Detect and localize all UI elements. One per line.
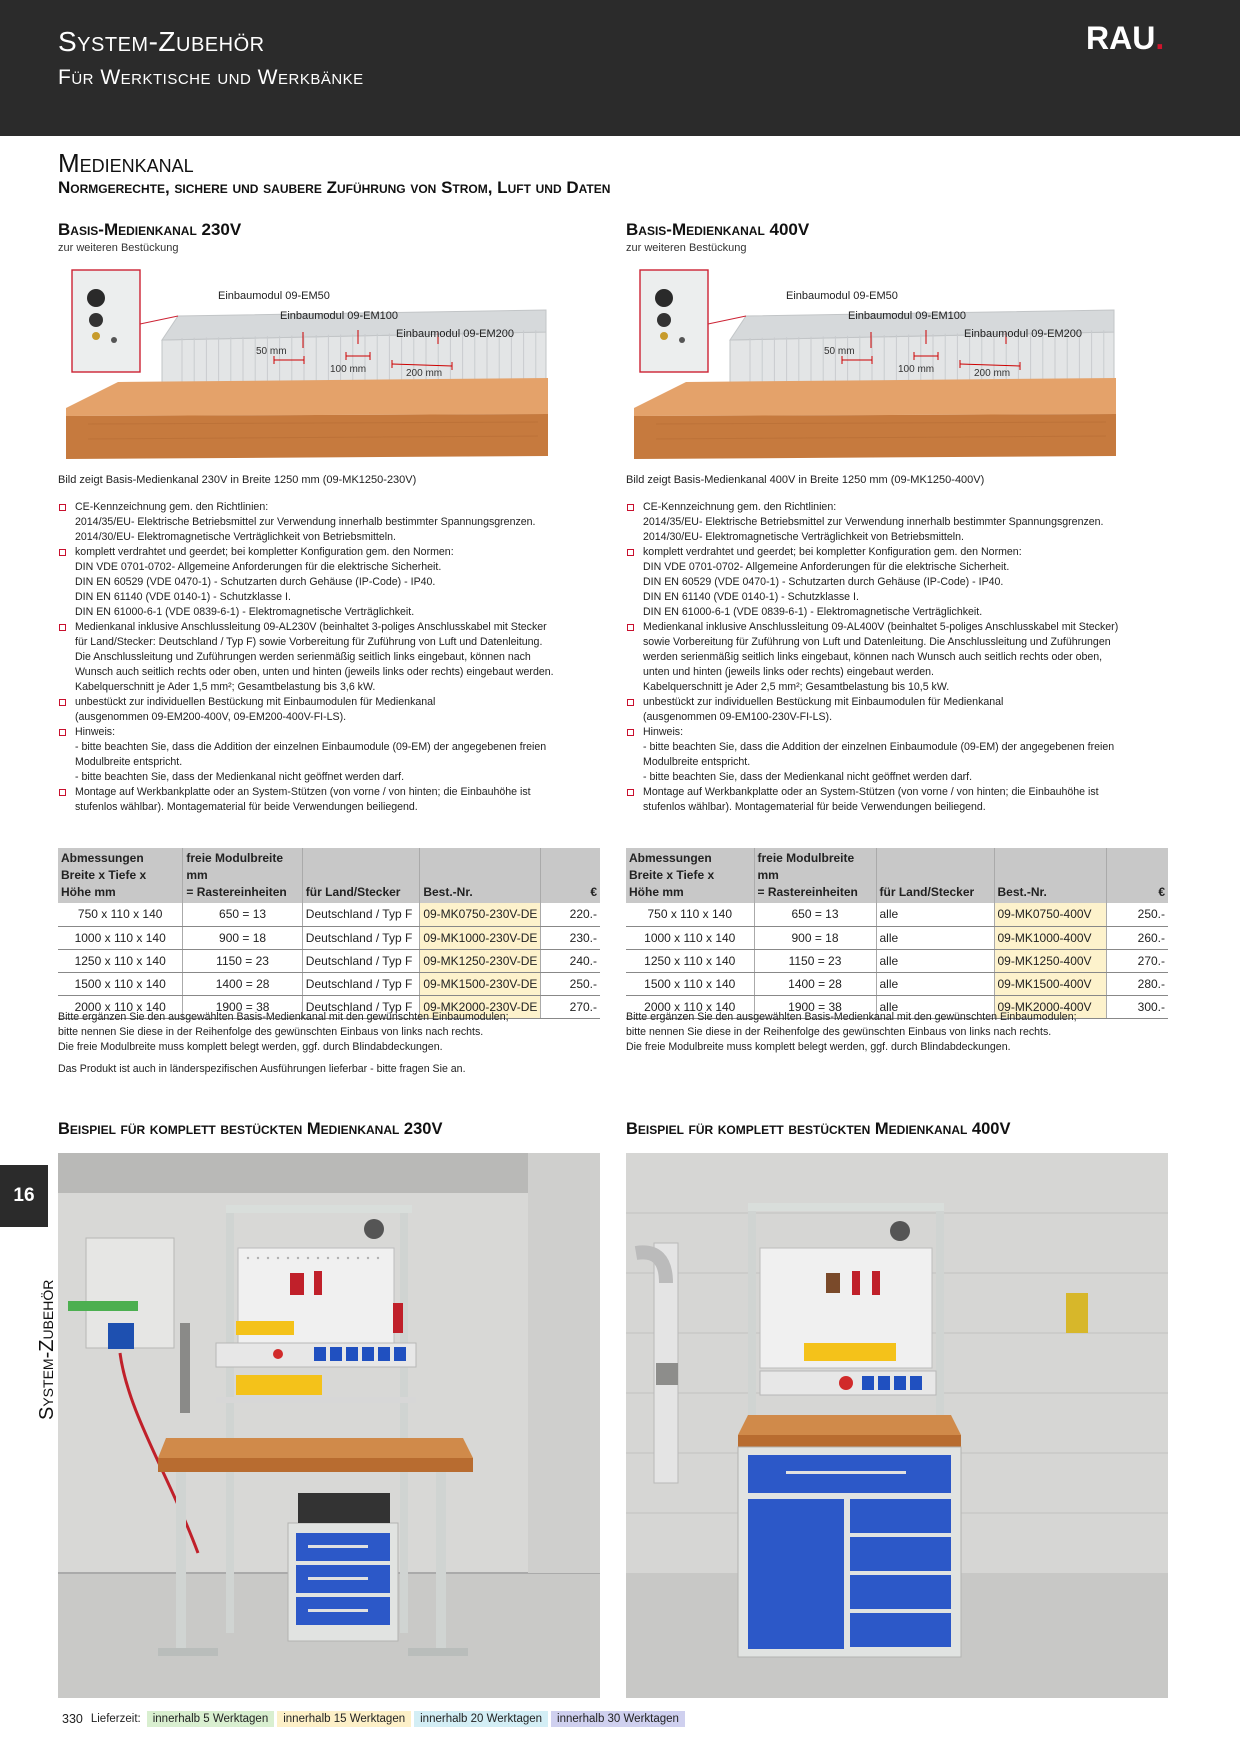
note-line: Bitte ergänzen Sie den ausgewählten Basis-Medienkanal mit den gewünschten Einbaumodulen;: [58, 1011, 509, 1023]
column-subline: zur weiteren Bestückung: [626, 242, 747, 254]
feature-item: [58, 695, 600, 725]
bullet-line: Modulbreite entspricht.: [643, 756, 751, 768]
dimensions-cell: 750 x 110 x 140: [58, 903, 183, 926]
table-row: [626, 949, 1168, 972]
bullet-square-icon: [627, 504, 634, 511]
bullet-line: Kabelquerschnitt je Ader 1,5 mm²; Gesamtbelastung bis 3,6 kW.: [75, 681, 376, 693]
bullet-line: unten und hinten (jeweils links oder rechts) eingebaut werden.: [643, 666, 934, 678]
dimension-label: 50 mm: [256, 346, 287, 357]
example-title-400v: Beispiel für komplett bestückten Medienkanal 400V: [626, 1120, 1011, 1138]
bullet-square-icon: [59, 549, 66, 556]
feature-item: [58, 620, 600, 695]
table-header-cell: für Land/Stecker: [302, 848, 420, 903]
dimension-label: 200 mm: [406, 368, 443, 379]
logo-dot: .: [1155, 20, 1165, 56]
dimensions-cell: 1250 x 110 x 140: [626, 949, 754, 972]
bullet-line: DIN EN 60529 (VDE 0470-1) - Schutzarten durch Gehäuse (IP-Code) - IP40.: [75, 576, 436, 588]
bullet-line: komplett verdrahtet und geerdet; bei kompletter Konfiguration gem. den Normen:: [643, 546, 1022, 558]
country-cell: Deutschland / Typ F: [302, 903, 420, 926]
delivery-badge-5: innerhalb 5 Werktagen: [147, 1711, 275, 1727]
feature-item: [58, 785, 600, 815]
bullet-line: DIN EN 60529 (VDE 0470-1) - Schutzarten durch Gehäuse (IP-Code) - IP40.: [643, 576, 1004, 588]
module-width-cell: 650 = 13: [754, 903, 876, 926]
dimensions-cell: 750 x 110 x 140: [626, 903, 754, 926]
country-cell: alle: [876, 995, 994, 1018]
bullet-square-icon: [627, 624, 634, 631]
price-table-400v: [626, 848, 1168, 1019]
price-cell: 240.-: [541, 949, 600, 972]
article-number-cell: 09-MK1500-400V: [994, 972, 1106, 995]
table-row: [626, 926, 1168, 949]
country-cell: alle: [876, 949, 994, 972]
delivery-badge-30: innerhalb 30 Werktagen: [551, 1711, 685, 1727]
bullet-line: DIN VDE 0701-0702- Allgemeine Anforderungen für die elektrische Sicherheit.: [75, 561, 442, 573]
column-400v: [626, 220, 1168, 815]
dimensions-cell: 1500 x 110 x 140: [58, 972, 183, 995]
bullet-line: (ausgenommen 09-EM100-230V-FI-LS).: [643, 711, 833, 723]
bullet-line: unbestückt zur individuellen Bestückung mit Einbaumodulen für Medienkanal: [75, 696, 436, 708]
country-cell: Deutschland / Typ F: [302, 926, 420, 949]
dimensions-cell: 1500 x 110 x 140: [626, 972, 754, 995]
article-number-cell: 09-MK1000-400V: [994, 926, 1106, 949]
bullet-square-icon: [627, 729, 634, 736]
country-cell: alle: [876, 972, 994, 995]
media-channel-illustration: [58, 264, 600, 464]
article-number-cell: 09-MK0750-400V: [994, 903, 1106, 926]
section-subtitle: Normgerechte, sichere und saubere Zuführung von Strom, Luft und Daten: [58, 178, 611, 197]
country-cell: alle: [876, 903, 994, 926]
bullet-line: DIN VDE 0701-0702- Allgemeine Anforderungen für die elektrische Sicherheit.: [643, 561, 1010, 573]
module-width-cell: 1400 = 28: [183, 972, 302, 995]
feature-item: [58, 545, 600, 620]
bullet-square-icon: [627, 789, 634, 796]
note-line: bitte nennen Sie diese in der Reihenfolge des gewünschten Einbaus von links nach rechts.: [58, 1026, 484, 1038]
article-number-cell: 09-MK2000-230V-DE: [420, 995, 541, 1018]
dimension-label: 100 mm: [898, 364, 935, 375]
page-number: 330: [62, 1712, 83, 1726]
workbench-400v-illustration: [626, 1153, 1168, 1698]
bullet-square-icon: [59, 729, 66, 736]
delivery-badge-15: innerhalb 15 Werktagen: [277, 1711, 411, 1727]
chapter-tab-text: System-Zubehör: [36, 1279, 58, 1420]
price-cell: 300.-: [1106, 995, 1168, 1018]
note-line: Bitte ergänzen Sie den ausgewählten Basis-Medienkanal mit den gewünschten Einbaumodulen;: [626, 1011, 1077, 1023]
article-number-cell: 09-MK1250-400V: [994, 949, 1106, 972]
module-width-cell: 650 = 13: [183, 903, 302, 926]
bullet-line: Montage auf Werkbankplatte oder an System-Stützen (von vorne / von hinten; die Einbauhöhe ist: [75, 786, 531, 798]
bullet-line: Wunsch auch seitlich rechts oder oben, unten und hinten (jeweils links oder rechts) eingebaut werden.: [75, 666, 554, 678]
bullet-line: DIN EN 61000-6-1 (VDE 0839-6-1) - Elektromagnetische Verträglichkeit.: [643, 606, 983, 618]
bullet-line: - bitte beachten Sie, dass die Addition der einzelnen Einbaumodule (09-EM) der angegebenen freien: [643, 741, 1115, 753]
table-header-cell: €: [1106, 848, 1168, 903]
logo-text: RAU: [1086, 20, 1156, 56]
bullet-line: Montage auf Werkbankplatte oder an System-Stützen (von vorne / von hinten; die Einbauhöhe ist: [643, 786, 1099, 798]
bullet-line: Hinweis:: [75, 726, 116, 738]
bullet-line: - bitte beachten Sie, dass die Addition der einzelnen Einbaumodule (09-EM) der angegebenen freien: [75, 741, 547, 753]
table-row: [58, 949, 600, 972]
table-header-cell: freie Modulbreite mm = Rastereinheiten: [183, 848, 302, 903]
bullet-line: 2014/30/EU- Elektromagnetische Verträglichkeit von Betriebsmitteln.: [75, 531, 396, 543]
table-header-cell: Best.-Nr.: [994, 848, 1106, 903]
price-cell: 270.-: [541, 995, 600, 1018]
bullet-square-icon: [627, 549, 634, 556]
dimensions-cell: 1000 x 110 x 140: [626, 926, 754, 949]
table-header-cell: freie Modulbreite mm = Rastereinheiten: [754, 848, 876, 903]
dimensions-cell: 1250 x 110 x 140: [58, 949, 183, 972]
bullet-line: - bitte beachten Sie, dass der Medienkanal nicht geöffnet werden darf.: [643, 771, 973, 783]
dimensions-cell: 2000 x 110 x 140: [626, 995, 754, 1018]
table-row: [58, 926, 600, 949]
table-header-cell: Best.-Nr.: [420, 848, 541, 903]
note-line: Die freie Modulbreite muss komplett belegt werden, ggf. durch Blindabdeckungen.: [626, 1041, 1011, 1053]
feature-item: [626, 620, 1168, 695]
bullet-line: Modulbreite entspricht.: [75, 756, 183, 768]
bullet-line: DIN EN 61000-6-1 (VDE 0839-6-1) - Elektromagnetische Verträglichkeit.: [75, 606, 415, 618]
article-number-cell: 09-MK0750-230V-DE: [420, 903, 541, 926]
rau-logo: [1086, 20, 1164, 57]
bullet-line: werden serienmäßig seitlich links eingebaut, können nach Wunsch auch seitlich rechts oder oben,: [643, 651, 1103, 663]
feature-item: [626, 545, 1168, 620]
table-header-row: [58, 848, 600, 903]
bullet-line: 2014/35/EU- Elektrische Betriebsmittel zur Verwendung innerhalb bestimmter Spannungsgrenzen.: [643, 516, 1104, 528]
module-width-cell: 1150 = 23: [754, 949, 876, 972]
bullet-line: stufenlos wählbar). Montagematerial für beide Verwendungen beiliegend.: [643, 801, 986, 813]
bullet-square-icon: [59, 624, 66, 631]
note-line: Die freie Modulbreite muss komplett belegt werden, ggf. durch Blindabdeckungen.: [58, 1041, 443, 1053]
module-label: Einbaumodul 09-EM100: [848, 310, 967, 322]
bullet-line: CE-Kennzeichnung gem. den Richtlinien:: [643, 501, 837, 513]
page-header: [0, 0, 1240, 136]
feature-item: [58, 725, 600, 785]
bullet-line: stufenlos wählbar). Montagematerial für beide Verwendungen beiliegend.: [75, 801, 418, 813]
module-label: Einbaumodul 09-EM100: [280, 310, 399, 322]
article-number-cell: 09-MK1000-230V-DE: [420, 926, 541, 949]
feature-list: [58, 500, 600, 815]
country-cell: alle: [876, 926, 994, 949]
bullet-line: DIN EN 61140 (VDE 0140-1) - Schutzklasse I.: [643, 591, 859, 603]
table-header-row: [626, 848, 1168, 903]
bullet-line: DIN EN 61140 (VDE 0140-1) - Schutzklasse I.: [75, 591, 291, 603]
delivery-label: Lieferzeit:: [90, 1713, 141, 1725]
country-cell: Deutschland / Typ F: [302, 972, 420, 995]
module-width-cell: 1400 = 28: [754, 972, 876, 995]
table-header-cell: Abmessungen Breite x Tiefe x Höhe mm: [626, 848, 754, 903]
workbench-230v-illustration: [58, 1153, 600, 1698]
module-label: Einbaumodul 09-EM50: [786, 290, 898, 302]
bullet-line: Medienkanal inklusive Anschlussleitung 09-AL400V (beinhaltet 5-poliges Anschlusskabel mit Stecker): [643, 621, 1119, 633]
dimension-label: 200 mm: [974, 368, 1011, 379]
feature-item: [626, 785, 1168, 815]
header-subtitle: Für Werktische und Werkbänke: [58, 66, 364, 89]
bullet-line: Hinweis:: [643, 726, 684, 738]
table-row: [58, 903, 600, 926]
price-cell: 230.-: [541, 926, 600, 949]
column-title: Basis-Medienkanal 400V: [626, 220, 810, 239]
price-cell: 220.-: [541, 903, 600, 926]
bullet-line: 2014/35/EU- Elektrische Betriebsmittel zur Verwendung innerhalb bestimmter Spannungsgrenzen.: [75, 516, 536, 528]
country-cell: Deutschland / Typ F: [302, 949, 420, 972]
country-variant-note: Das Produkt ist auch in länderspezifischen Ausführungen lieferbar - bitte fragen Sie an.: [58, 1063, 466, 1075]
price-cell: 270.-: [1106, 949, 1168, 972]
order-note-400v: [626, 1010, 1077, 1055]
table-row: [626, 972, 1168, 995]
module-width-cell: 1900 = 38: [183, 995, 302, 1018]
price-cell: 260.-: [1106, 926, 1168, 949]
article-number-cell: 09-MK1250-230V-DE: [420, 949, 541, 972]
illustration-caption: Bild zeigt Basis-Medienkanal 230V in Breite 1250 mm (09-MK1250-230V): [58, 474, 417, 486]
feature-item: [626, 695, 1168, 725]
note-line: bitte nennen Sie diese in der Reihenfolge des gewünschten Einbaus von links nach rechts.: [626, 1026, 1052, 1038]
bullet-line: unbestückt zur individuellen Bestückung mit Einbaumodulen für Medienkanal: [643, 696, 1004, 708]
section-title: Medienkanal: [58, 148, 194, 178]
feature-item: [58, 500, 600, 545]
bullet-square-icon: [59, 504, 66, 511]
price-cell: 250.-: [541, 972, 600, 995]
feature-list: [626, 500, 1168, 815]
module-label: Einbaumodul 09-EM200: [964, 328, 1083, 340]
bullet-line: für Land/Stecker: Deutschland / Typ F) sowie Vorbereitung für Zuführung von Luft und Datenleitung.: [75, 636, 543, 648]
bullet-line: Die Anschlussleitung und Zuführungen werden serienmäßig seitlich links eingebaut, können nach: [75, 651, 531, 663]
page-footer: [62, 1708, 688, 1730]
price-cell: 280.-: [1106, 972, 1168, 995]
dimension-label: 50 mm: [824, 346, 855, 357]
workbench-photo-230v: [58, 1153, 600, 1698]
article-number-cell: 09-MK1500-230V-DE: [420, 972, 541, 995]
bullet-line: (ausgenommen 09-EM200-400V, 09-EM200-400V-FI-LS).: [75, 711, 347, 723]
price-cell: 250.-: [1106, 903, 1168, 926]
dimensions-cell: 1000 x 110 x 140: [58, 926, 183, 949]
illustration-caption: Bild zeigt Basis-Medienkanal 400V in Breite 1250 mm (09-MK1250-400V): [626, 474, 985, 486]
table-header-cell: €: [541, 848, 600, 903]
bullet-square-icon: [59, 699, 66, 706]
table-header-cell: für Land/Stecker: [876, 848, 994, 903]
bullet-line: CE-Kennzeichnung gem. den Richtlinien:: [75, 501, 269, 513]
module-width-cell: 1900 = 38: [754, 995, 876, 1018]
module-width-cell: 900 = 18: [183, 926, 302, 949]
module-width-cell: 1150 = 23: [183, 949, 302, 972]
table-row: [58, 972, 600, 995]
bullet-square-icon: [627, 699, 634, 706]
chapter-tab-number: 16: [0, 1165, 48, 1227]
module-label: Einbaumodul 09-EM200: [396, 328, 515, 340]
table-header-cell: Abmessungen Breite x Tiefe x Höhe mm: [58, 848, 183, 903]
bullet-line: Kabelquerschnitt je Ader 2,5 mm²; Gesamtbelastung bis 10,5 kW.: [643, 681, 950, 693]
header-title: System-Zubehör: [58, 26, 265, 57]
bullet-line: - bitte beachten Sie, dass der Medienkanal nicht geöffnet werden darf.: [75, 771, 405, 783]
country-cell: Deutschland / Typ F: [302, 995, 420, 1018]
bullet-line: sowie Vorbereitung für Zuführung von Luft und Datenleitung. Die Anschlussleitung und Zuführungen: [643, 636, 1111, 648]
feature-item: [626, 725, 1168, 785]
module-label: Einbaumodul 09-EM50: [218, 290, 330, 302]
column-230v: [58, 220, 600, 815]
dimensions-cell: 2000 x 110 x 140: [58, 995, 183, 1018]
media-channel-illustration: [626, 264, 1168, 464]
bullet-line: Medienkanal inklusive Anschlussleitung 09-AL230V (beinhaltet 3-poliges Anschlusskabel mit Stecker: [75, 621, 547, 633]
example-title-230v: Beispiel für komplett bestückten Medienkanal 230V: [58, 1120, 443, 1138]
workbench-photo-400v: [626, 1153, 1168, 1698]
price-table-230v: [58, 848, 600, 1019]
dimension-label: 100 mm: [330, 364, 367, 375]
column-subline: zur weiteren Bestückung: [58, 242, 179, 254]
feature-item: [626, 500, 1168, 545]
table-row: [626, 903, 1168, 926]
bullet-line: 2014/30/EU- Elektromagnetische Verträglichkeit von Betriebsmitteln.: [643, 531, 964, 543]
bullet-square-icon: [59, 789, 66, 796]
column-title: Basis-Medienkanal 230V: [58, 220, 242, 239]
delivery-badge-20: innerhalb 20 Werktagen: [414, 1711, 548, 1727]
article-number-cell: 09-MK2000-400V: [994, 995, 1106, 1018]
order-note-230v: [58, 1010, 509, 1055]
module-width-cell: 900 = 18: [754, 926, 876, 949]
bullet-line: komplett verdrahtet und geerdet; bei kompletter Konfiguration gem. den Normen:: [75, 546, 454, 558]
